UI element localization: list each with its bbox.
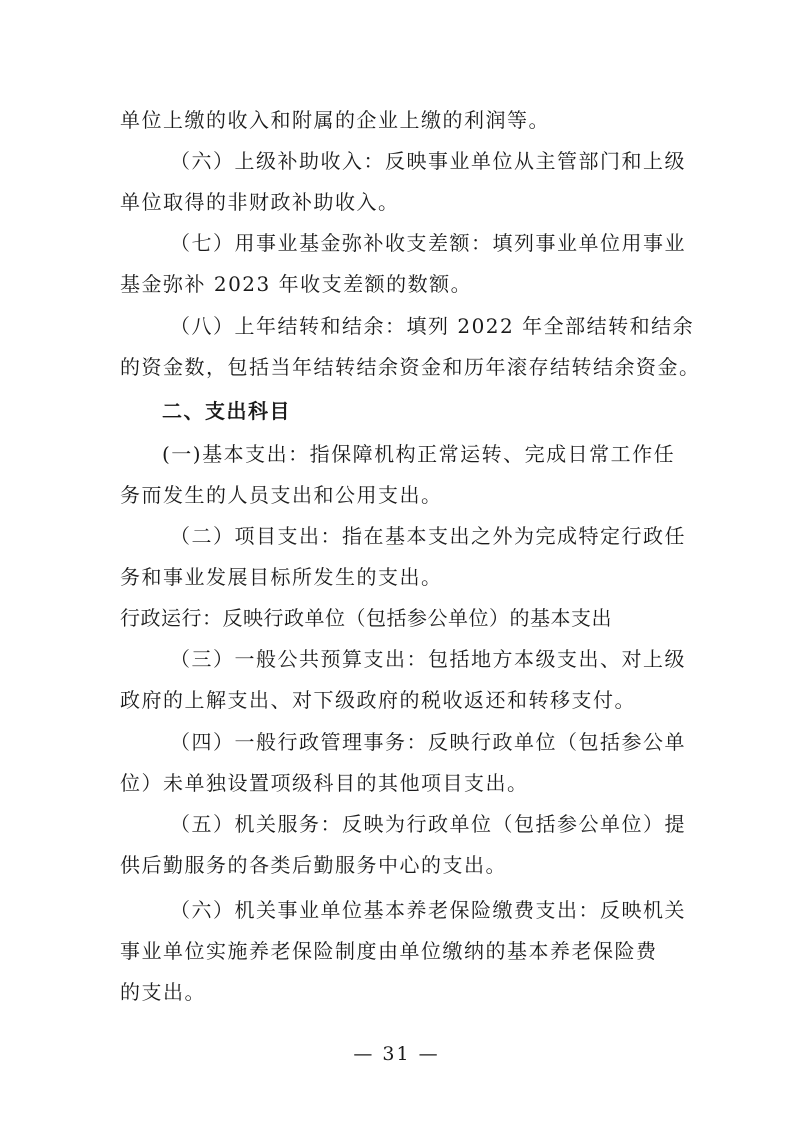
paragraph-line: （三）一般公共预算支出：包括地方本级支出、对上级 xyxy=(170,647,686,671)
paragraph-line: （八）上年结转和结余：填列 2022 年全部结转和结余 xyxy=(170,314,695,338)
paragraph-line: 单位上缴的收入和附属的企业上缴的利润等。 xyxy=(120,108,550,132)
paragraph-line: 政府的上解支出、对下级政府的税收返还和转移支付。 xyxy=(120,688,636,712)
paragraph-line: 的资金数，包括当年结转结余资金和历年滚存结转结余资金。 xyxy=(120,355,701,379)
page-number: — 31 — xyxy=(353,1043,440,1065)
paragraph-line: 的支出。 xyxy=(120,980,206,1004)
paragraph-line: 基金弥补 2023 年收支差额的数额。 xyxy=(120,272,473,296)
section-heading: 二、支出科目 xyxy=(162,399,291,423)
paragraph-line: 单位取得的非财政补助收入。 xyxy=(120,190,400,214)
paragraph-line: （六）上级补助收入：反映事业单位从主管部门和上级 xyxy=(170,149,686,173)
paragraph-line: （二）项目支出：指在基本支出之外为完成特定行政任 xyxy=(170,524,686,548)
paragraph-line: （六）机关事业单位基本养老保险缴费支出：反映机关 xyxy=(170,898,686,922)
paragraph-line: 供后勤服务的各类后勤服务中心的支出。 xyxy=(120,853,507,877)
paragraph-line: (一)基本支出：指保障机构正常运转、完成日常工作任 xyxy=(162,442,676,466)
paragraph-line: （七）用事业基金弥补收支差额：填列事业单位用事业 xyxy=(170,231,686,255)
paragraph-line: 行政运行：反映行政单位（包括参公单位）的基本支出 xyxy=(120,606,612,630)
paragraph-line: 事业单位实施养老保险制度由单位缴纳的基本养老保险费 xyxy=(120,939,658,963)
paragraph-line: （四）一般行政管理事务：反映行政单位（包括参公单 xyxy=(170,730,686,754)
paragraph-line: （五）机关服务：反映为行政单位（包括参公单位）提 xyxy=(170,812,686,836)
paragraph-line: 务和事业发展目标所发生的支出。 xyxy=(120,565,443,589)
paragraph-line: 务而发生的人员支出和公用支出。 xyxy=(120,483,443,507)
paragraph-line: 位）未单独设置项级科目的其他项目支出。 xyxy=(120,771,529,795)
